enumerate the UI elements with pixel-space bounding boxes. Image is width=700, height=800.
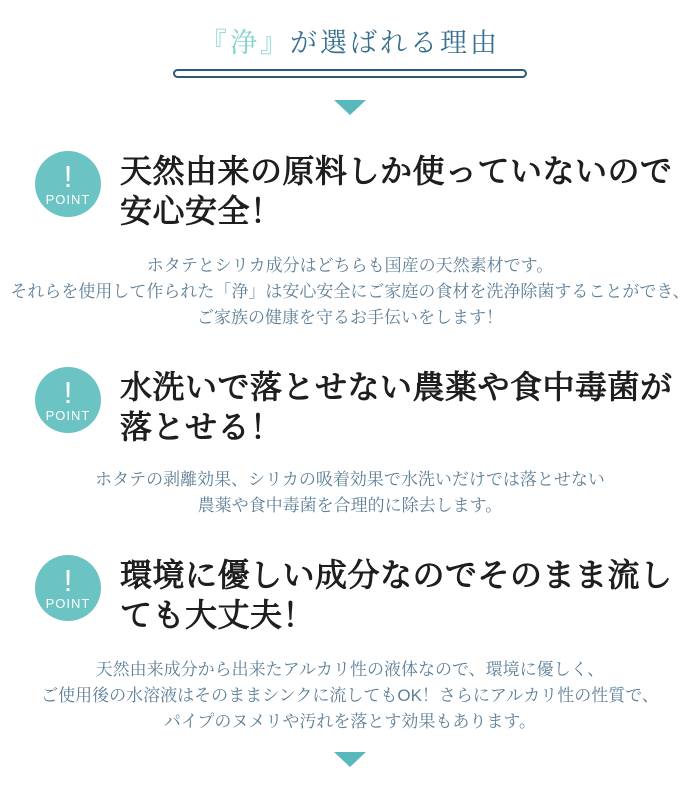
point-heading <box>120 367 673 447</box>
point-description <box>0 657 700 735</box>
point-description-line: ご使用後の水溶液はそのままシンクに流してもOK！さらにアルカリ性の性質で、 <box>41 686 659 705</box>
point-section-3 <box>0 555 700 735</box>
point-description-line: 農薬や食中毒菌を合理的に除去します。 <box>197 496 503 515</box>
point-heading-line: ても大丈夫！ <box>120 597 316 633</box>
point-heading-line: 天然由来の原料しか使っていないので <box>120 153 673 189</box>
point-badge-label: POINT <box>45 595 91 611</box>
down-triangle-icon <box>334 100 366 115</box>
down-triangle-icon <box>334 752 366 767</box>
point-row <box>0 555 700 635</box>
point-description-line: 天然由来成分から出来たアルカリ性の液体なので、環境に優しく、 <box>95 660 605 679</box>
point-badge-label: POINT <box>45 191 91 207</box>
point-description-line: ホタテとシリカ成分はどちらも国産の天然素材です。 <box>146 256 554 275</box>
exclamation-icon: ! <box>63 158 73 194</box>
point-row <box>0 151 700 231</box>
point-description-line: パイプのヌメリや汚れを落とす効果もあります。 <box>163 712 537 731</box>
point-heading-line: 安心安全！ <box>120 193 283 229</box>
point-heading <box>120 555 673 635</box>
brand-name: 『浄』 <box>200 28 290 58</box>
point-description-line: ホタテの剥離効果、シリカの吸着効果で水洗いだけでは落とせない <box>95 470 605 489</box>
point-heading-line: 環境に優しい成分なのでそのまま流し <box>120 557 673 593</box>
point-description-line: それらを使用して作られた「浄」は安心安全にご家庭の食材を洗浄除菌することができ、 <box>10 282 690 301</box>
page-header <box>0 0 700 78</box>
point-section-1 <box>0 151 700 331</box>
point-badge-label: POINT <box>45 407 91 423</box>
point-row <box>0 367 700 447</box>
point-badge <box>35 555 101 621</box>
point-heading <box>120 151 673 231</box>
point-description <box>0 253 700 331</box>
title-underline <box>173 69 527 78</box>
point-description <box>0 467 700 519</box>
exclamation-icon: ! <box>63 562 73 598</box>
point-description-line: ご家族の健康を守るお手伝いをします！ <box>197 308 503 327</box>
point-heading-line: 水洗いで落とせない農薬や食中毒菌が <box>120 369 673 405</box>
point-badge <box>35 367 101 433</box>
point-badge <box>35 151 101 217</box>
exclamation-icon: ! <box>63 374 73 410</box>
page-title <box>0 26 700 60</box>
point-heading-line: 落とせる！ <box>120 409 283 445</box>
point-section-2 <box>0 367 700 519</box>
page-title-rest: が選ばれる理由 <box>290 28 500 58</box>
